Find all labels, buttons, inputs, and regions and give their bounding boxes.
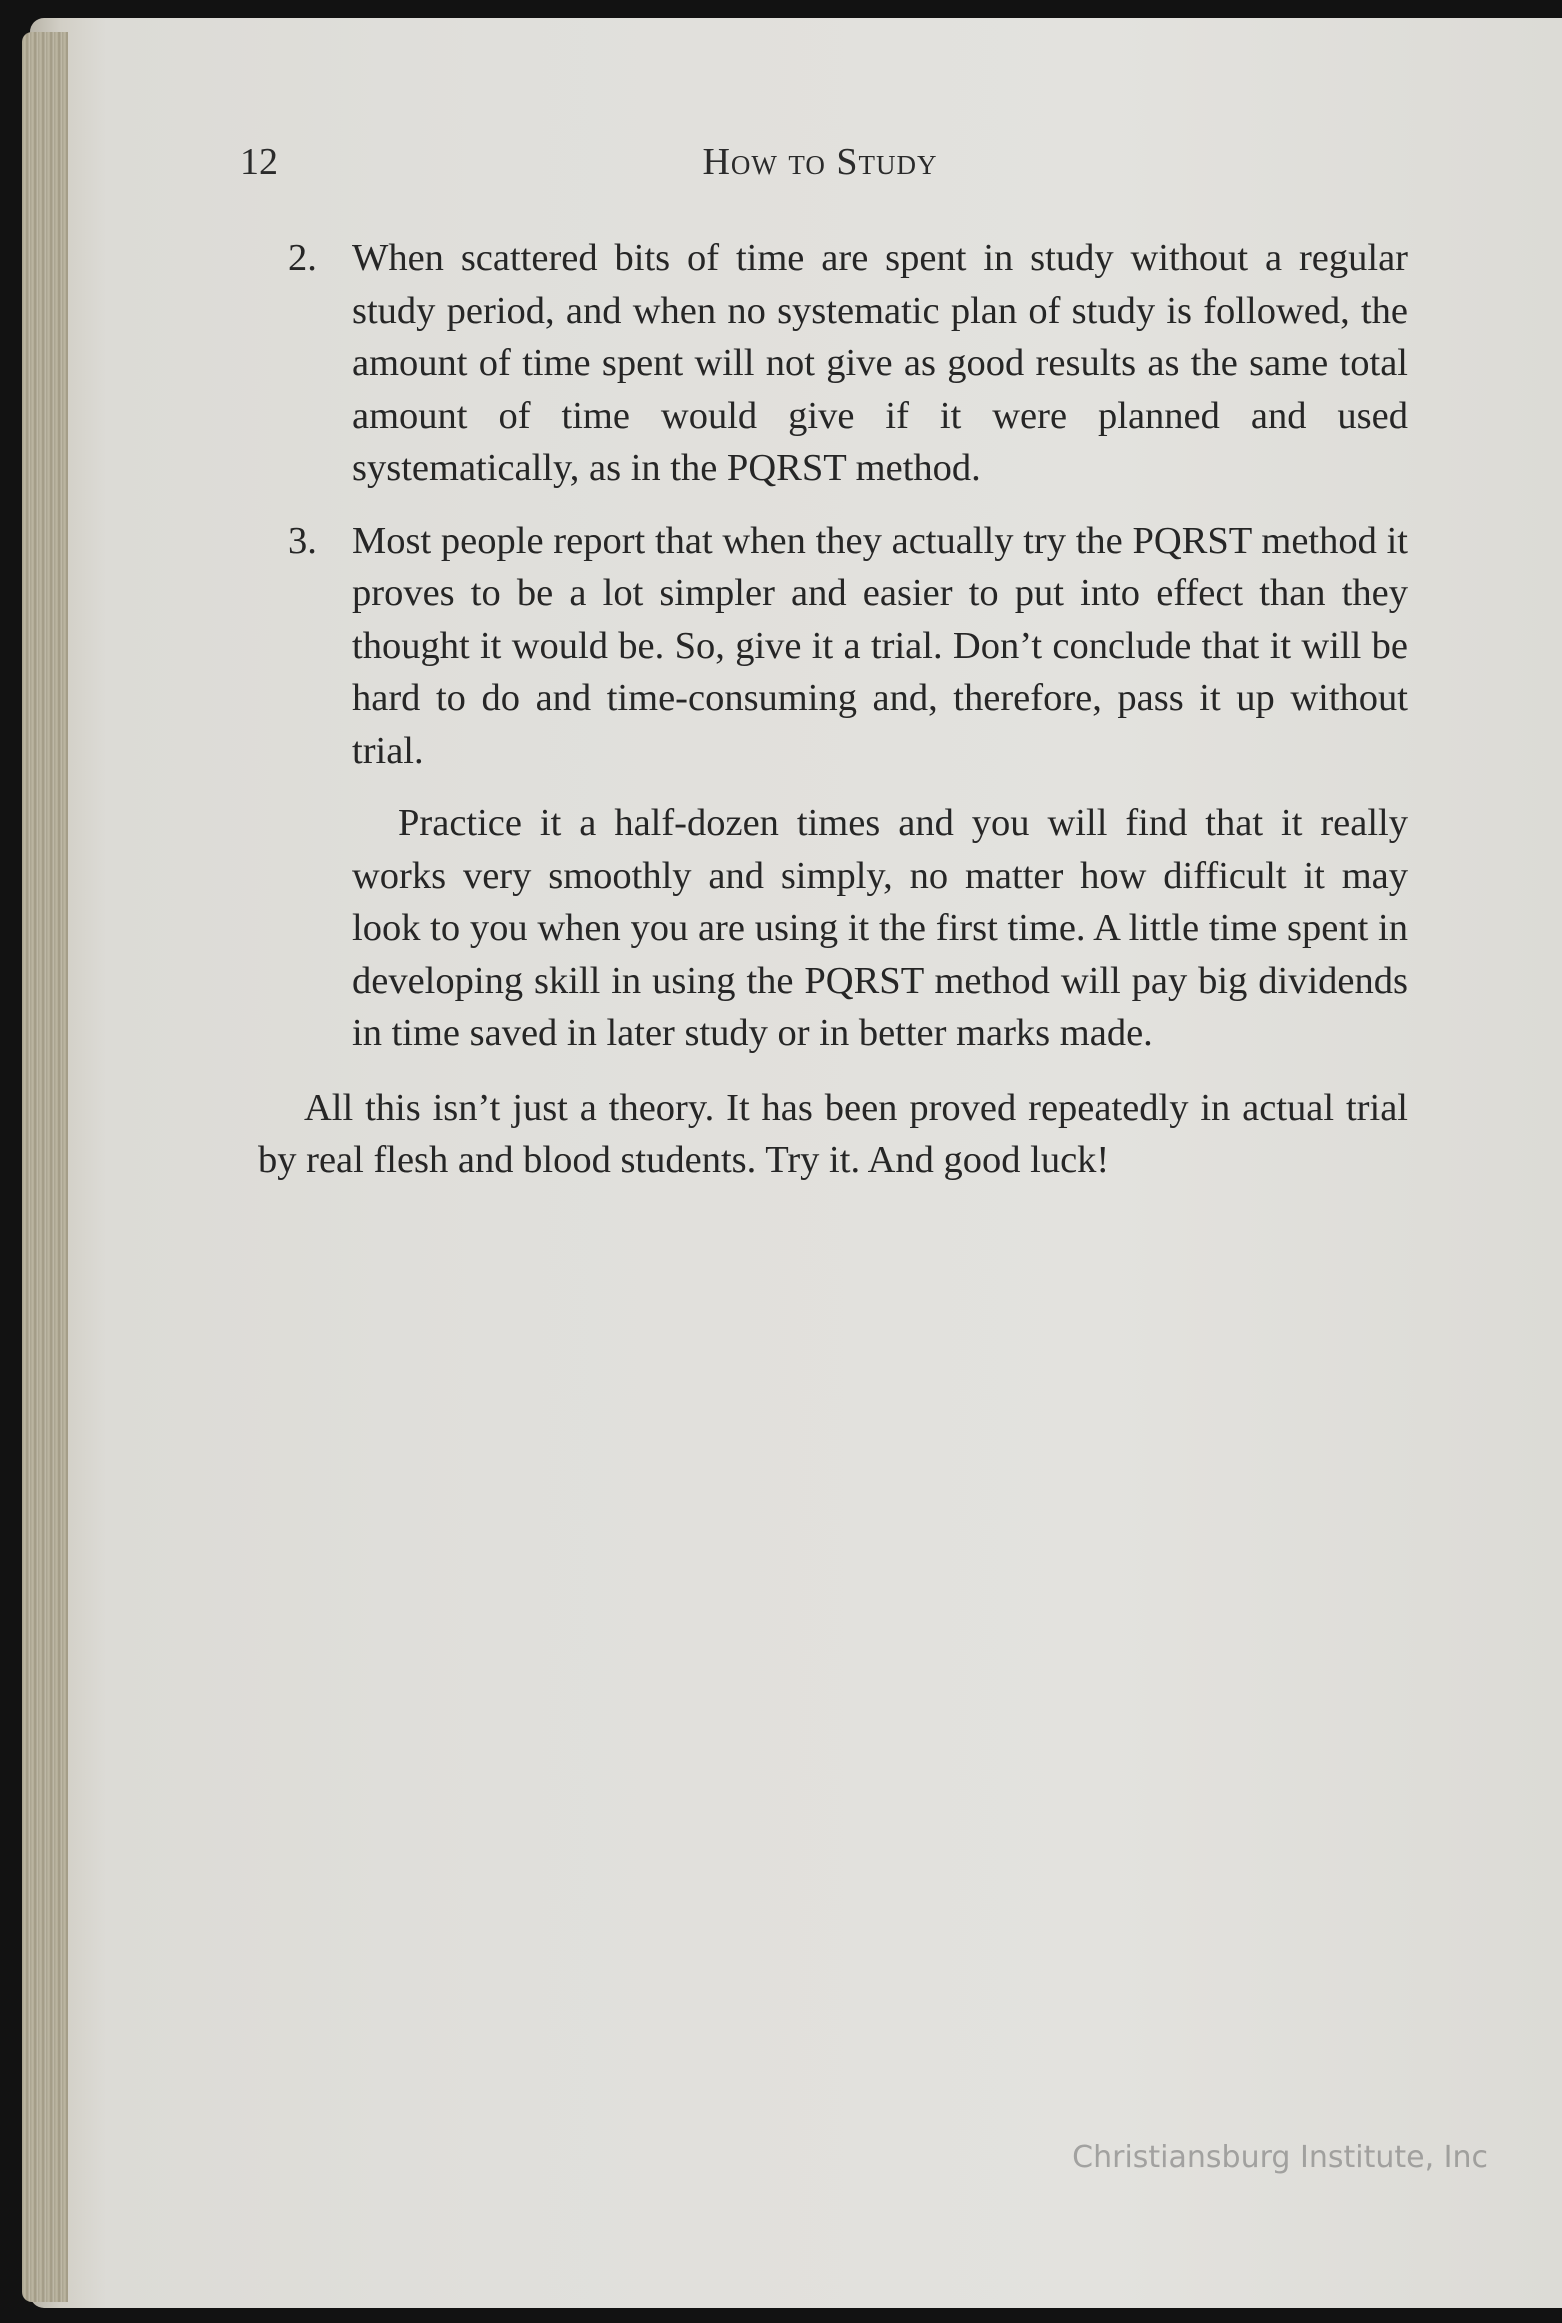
item-paragraph: Most people report that when they actually try the PQRST method it proves to be a lot simpler and easier to put into effect than they thought it would be. So, give it a trial. Don’t conclude that it will be hard to do and time-consuming and, therefore, pass it up without trial. <box>352 519 1408 772</box>
item-paragraph: Practice it a half-dozen times and you will find that it really works very smoothly and simply, no matter how difficult it may look to you when you are using it the first time. A little time spent in developing skill in using the PQRST method will pay big dividends in time saved in later study or in better marks made. <box>352 802 1408 1054</box>
item-number: 2. <box>288 237 317 279</box>
watermark: Christiansburg Institute, Inc <box>1072 2140 1488 2175</box>
closing-paragraph: All this isn’t just a theory. It has been proved repeatedly in actual trial by real flesh and blood students. Try it. And good luck! <box>258 1086 1408 1181</box>
item-paragraph: When scattered bits of time are spent in study without a regular study period, and when no systematic plan of study is followed, the amount of time spent will not give as good results as the same total amount of time would give if it were planned and used systematically, as in the PQRST method. <box>352 237 1408 489</box>
numbered-item-2 <box>258 232 1408 495</box>
book-title: How to Study <box>702 141 938 183</box>
item-number: 3. <box>288 519 317 562</box>
page-edges <box>22 32 68 2302</box>
page-number: 12 <box>240 141 278 183</box>
numbered-item-3 <box>258 515 1408 1060</box>
page-body <box>258 232 1408 1187</box>
running-head <box>240 140 1400 190</box>
